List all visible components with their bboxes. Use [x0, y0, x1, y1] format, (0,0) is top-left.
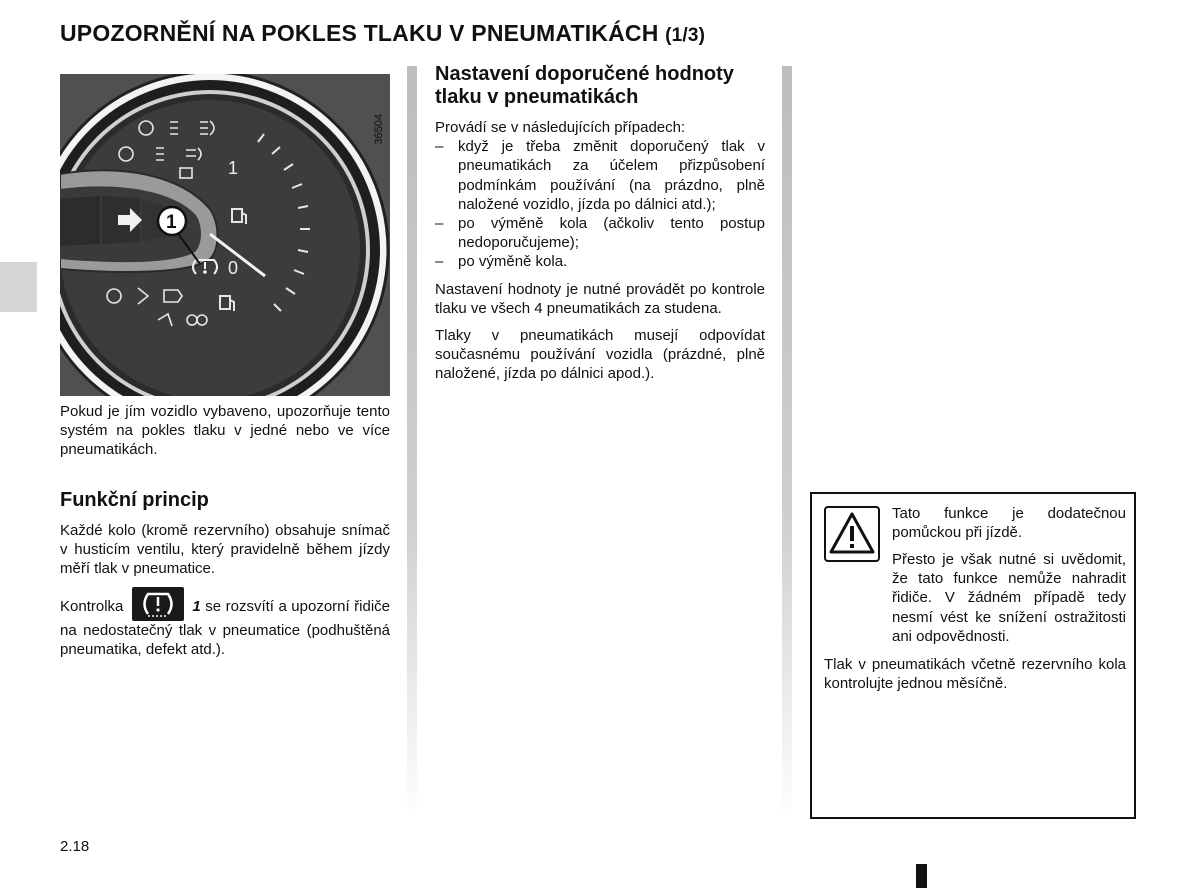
gauge-label-zero: 0: [228, 258, 239, 278]
list-item: – po výměně kola (ačkoliv tento postup nedoporučujeme);: [435, 214, 765, 252]
warning-paragraph-aid: Tato funkce je dodatečnou pomůckou při jízdě.: [892, 505, 1126, 542]
indicator-ref-number: 1: [192, 597, 201, 615]
setting-paragraph-cold: Nastavení hodnoty je nutné provádět po kontrole tlaku ve všech 4 pneumatikách za studena.: [435, 280, 765, 317]
principle-body: [60, 521, 390, 659]
setting-body: [435, 118, 765, 384]
list-item: – po výměně kola.: [435, 252, 765, 271]
warning-paragraph-monthly: Tlak v pneumatikách včetně rezervního kola kontrolujte jednou měsíčně.: [824, 656, 1126, 693]
page-corner-mark: [916, 864, 927, 888]
warning-text-top: [892, 504, 1126, 542]
column-separator-right: [782, 66, 792, 820]
column-separator-left: [407, 66, 417, 820]
intro-text: Pokud je jím vozidlo vybaveno, upozorňuje tento systém na pokles tlaku v jedné nebo ve více pneumatikách.: [60, 403, 390, 459]
instrument-cluster-illustration: [60, 74, 390, 396]
page-number: 2.18: [60, 838, 90, 855]
indicator-paragraph: [60, 587, 390, 659]
page-title-suffix: (1/3): [665, 25, 706, 46]
indicator-rest-text: se rozsvítí a upozorní řidiče na nedostatečný tlak v pneumatice (podhuštěná pneumatika, defekt atd.).: [60, 597, 391, 658]
section-heading-setting: Nastavení doporučené hodnoty tlaku v pneumatikách: [435, 63, 734, 108]
intro-paragraph: [60, 402, 390, 460]
indicator-lead-text: Kontrolka: [60, 597, 124, 615]
tpms-icon: [132, 587, 184, 621]
setting-lead: Provádí se v následujících případech:: [435, 119, 686, 136]
gauge-label-one: 1: [228, 158, 239, 178]
list-item: – když je třeba změnit doporučený tlak v pneumatikách za účelem přizpůsobení podmínkám používání (na prázdno, plně naložené vozidlo, jízda po dálnici atd.);: [435, 137, 765, 214]
warning-paragraph-driver: Přesto je však nutné si uvědomit, že tato funkce nemůže nahradit řidiče. V žádném případě tedy nesmí vést ke snížení ostražitosti ani odpovědnosti.: [892, 551, 1126, 645]
setting-paragraph-usage: Tlaky v pneumatikách musejí odpovídat současnému používání vozidla (prázdné, plně naložené, jízda po dálnici apod.).: [435, 327, 765, 383]
setting-case-list: [435, 137, 765, 271]
warning-box: [810, 492, 1136, 819]
figure-code: 36504: [373, 114, 385, 145]
section-heading-principle: Funkční princip: [60, 489, 209, 511]
instrument-cluster-figure: [60, 74, 390, 396]
section-side-tab: [0, 262, 37, 312]
warning-text-bottom: [824, 550, 1126, 693]
page-title: [60, 20, 705, 47]
callout-number: 1: [166, 212, 177, 233]
page-title-text: UPOZORNĚNÍ NA POKLES TLAKU V PNEUMATIKÁCH: [60, 20, 659, 46]
principle-paragraph: Každé kolo (kromě rezervního) obsahuje snímač v husticím ventilu, který pravidelně během jízdy měří tlak v pneumatice.: [60, 522, 390, 578]
